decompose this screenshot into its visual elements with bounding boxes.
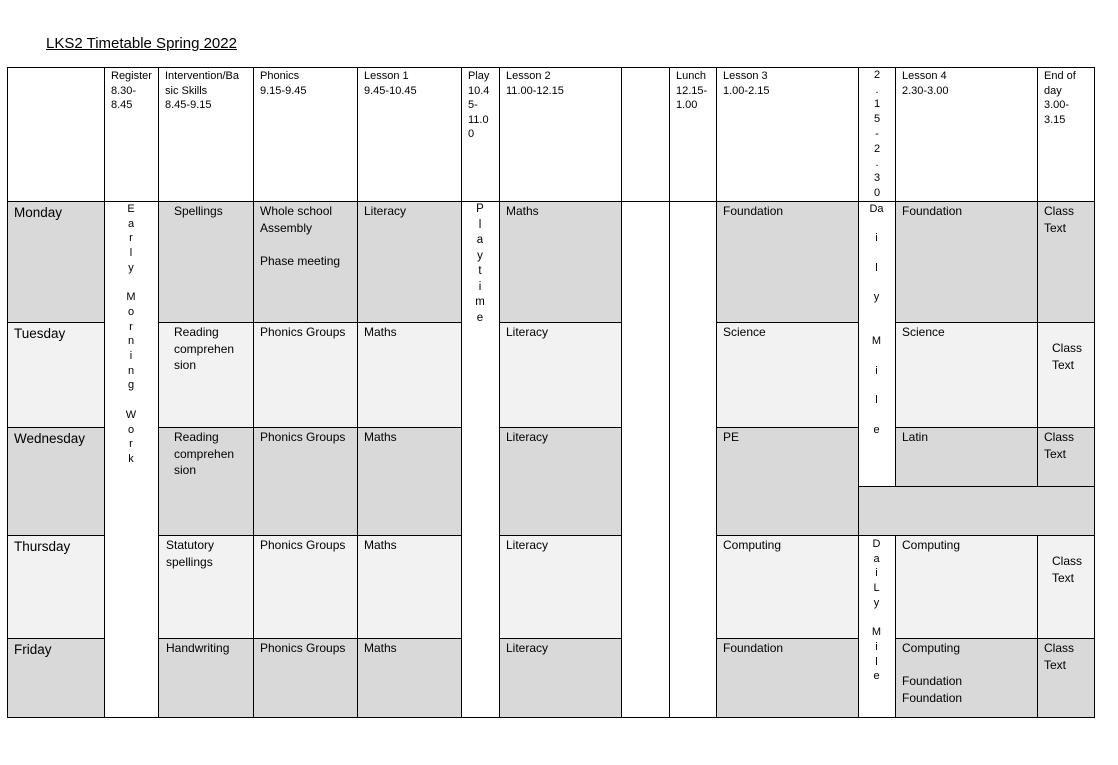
- header-lesson-3: Lesson 3 1.00-2.15: [716, 67, 859, 202]
- lesson-1-monday: Literacy: [357, 201, 462, 323]
- day-label-friday: Friday: [7, 638, 105, 718]
- header-end-of-day: End of day 3.00- 3.15: [1037, 67, 1095, 202]
- early-morning-work-label: E a r l y M o r n i n g W o r k: [125, 203, 137, 465]
- daily-mile-label-1: Da i l y M i l e: [869, 203, 884, 436]
- end-of-day-wednesday: Class Text: [1037, 427, 1095, 487]
- header-daily-mile-time: 2 . 1 5 - 2 . 3 0: [858, 67, 896, 202]
- end-of-day-tuesday: Class Text: [1037, 322, 1095, 428]
- lesson-4-tuesday: Science: [895, 322, 1038, 428]
- phonics-monday: Whole school Assembly Phase meeting: [253, 201, 358, 323]
- header-lunch: Lunch 12.15- 1.00: [669, 67, 717, 202]
- lesson-1-wednesday: Maths: [357, 427, 462, 536]
- daily-mile-label-2: D a i L y M i l e: [871, 538, 882, 683]
- intervention-thursday: Statutory spellings: [158, 535, 254, 639]
- lesson-2-friday: Literacy: [499, 638, 622, 718]
- lunch-column: [669, 201, 717, 718]
- header-intervention: Intervention/Ba sic Skills 8.45-9.15: [158, 67, 254, 202]
- lesson-3-wednesday: PE: [716, 427, 859, 536]
- phonics-thursday: Phonics Groups: [253, 535, 358, 639]
- lesson-2-monday: Maths: [499, 201, 622, 323]
- header-corner: [7, 67, 105, 202]
- lesson-3-thursday: Computing: [716, 535, 859, 639]
- lesson-2-tuesday: Literacy: [499, 322, 622, 428]
- intervention-monday: Spellings: [158, 201, 254, 323]
- day-label-tuesday: Tuesday: [7, 322, 105, 428]
- header-lesson-2: Lesson 2 11.00-12.15: [499, 67, 622, 202]
- page-title: LKS2 Timetable Spring 2022: [46, 35, 237, 52]
- day-label-monday: Monday: [7, 201, 105, 323]
- lesson-2-thursday: Literacy: [499, 535, 622, 639]
- header-play: Play 10.4 5- 11.0 0: [461, 67, 500, 202]
- lesson-4-thursday: Computing: [895, 535, 1038, 639]
- phonics-friday: Phonics Groups: [253, 638, 358, 718]
- phonics-tuesday: Phonics Groups: [253, 322, 358, 428]
- playtime-label: P l a y t i m e: [475, 203, 485, 324]
- intervention-wednesday: Reading comprehen sion: [158, 427, 254, 536]
- lesson-2-wednesday: Literacy: [499, 427, 622, 536]
- lesson-1-tuesday: Maths: [357, 322, 462, 428]
- header-phonics: Phonics 9.15-9.45: [253, 67, 358, 202]
- header-register: Register 8.30- 8.45: [104, 67, 159, 202]
- blank-column: [621, 201, 670, 718]
- lesson-3-monday: Foundation: [716, 201, 859, 323]
- day-label-wednesday: Wednesday: [7, 427, 105, 536]
- wednesday-spare-cell: [858, 486, 1095, 536]
- intervention-friday: Handwriting: [158, 638, 254, 718]
- lesson-4-wednesday: Latin: [895, 427, 1038, 487]
- day-label-thursday: Thursday: [7, 535, 105, 639]
- header-lesson-4: Lesson 4 2.30-3.00: [895, 67, 1038, 202]
- lesson-4-monday: Foundation: [895, 201, 1038, 323]
- lesson-1-friday: Maths: [357, 638, 462, 718]
- phonics-wednesday: Phonics Groups: [253, 427, 358, 536]
- end-of-day-friday: Class Text: [1037, 638, 1095, 718]
- intervention-tuesday: Reading comprehen sion: [158, 322, 254, 428]
- end-of-day-monday: Class Text: [1037, 201, 1095, 323]
- lesson-3-friday: Foundation: [716, 638, 859, 718]
- header-blank: [621, 67, 670, 202]
- header-lesson-1: Lesson 1 9.45-10.45: [357, 67, 462, 202]
- lesson-1-thursday: Maths: [357, 535, 462, 639]
- lesson-4-friday: Computing Foundation Foundation: [895, 638, 1038, 718]
- lesson-3-tuesday: Science: [716, 322, 859, 428]
- end-of-day-thursday: Class Text: [1037, 535, 1095, 639]
